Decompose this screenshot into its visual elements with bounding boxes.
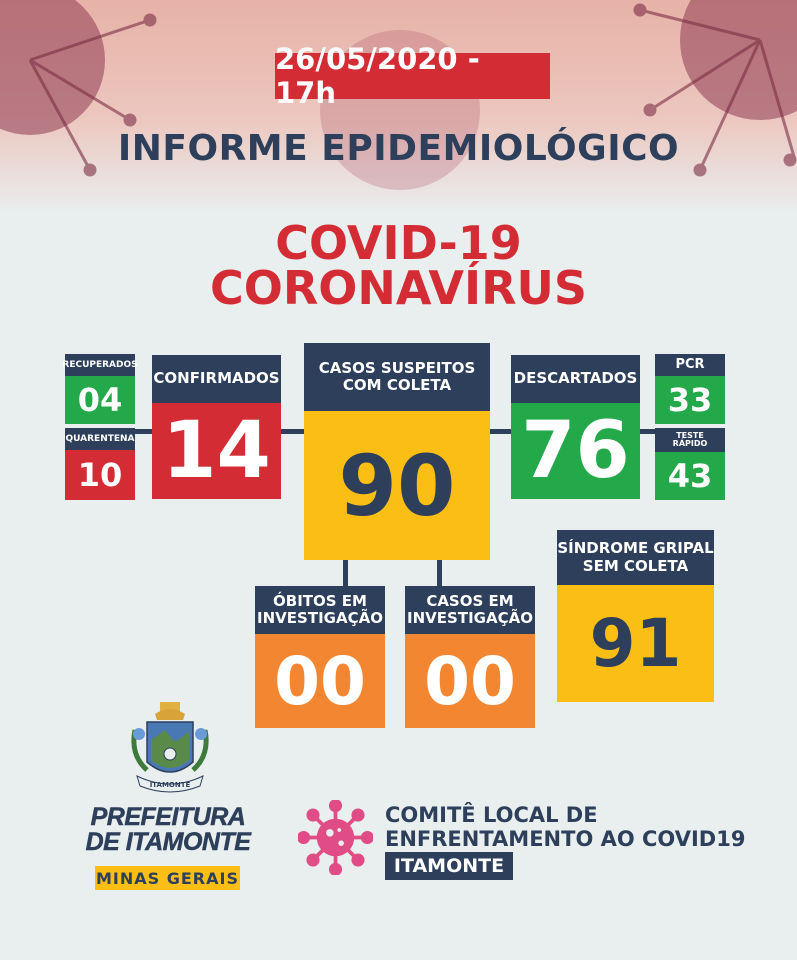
- pcr-label: PCR: [655, 354, 725, 376]
- obitos-label: [255, 586, 385, 634]
- casos-investigacao-label: [405, 586, 535, 634]
- teste-rapido-label: [655, 428, 725, 452]
- teste-rapido-label-line2: RÁPIDO: [672, 439, 708, 448]
- connector-line: [437, 560, 442, 586]
- obitos-label-line1: ÓBITOS EM: [273, 591, 367, 610]
- connector-line: [281, 429, 304, 434]
- obitos-label-line2: INVESTIGAÇÃO: [257, 609, 383, 627]
- connector-line: [640, 429, 655, 434]
- pcr-card: [655, 354, 725, 424]
- descartados-card: [511, 355, 640, 499]
- casos-investigacao-label-line2: INVESTIGAÇÃO: [407, 609, 533, 627]
- committee-title: [385, 803, 745, 851]
- casos-investigacao-label-line1: CASOS EM: [426, 591, 514, 610]
- suspeitos-value: 90: [338, 436, 456, 535]
- descartados-label: DESCARTADOS: [511, 355, 640, 403]
- state-badge: MINAS GERAIS: [95, 866, 240, 890]
- confirmados-label: CONFIRMADOS: [152, 355, 281, 403]
- confirmados-value: 14: [162, 406, 271, 496]
- covid-title: COVID-19: [275, 216, 522, 270]
- page-title: INFORME EPIDEMIOLÓGICO: [117, 128, 680, 169]
- municipal-crest-icon: [125, 700, 215, 800]
- suspeitos-card: [304, 343, 490, 560]
- teste-rapido-label-line1: TESTE: [676, 430, 704, 440]
- suspeitos-label-line1: CASOS SUSPEITOS: [318, 358, 476, 377]
- quarentena-value: 10: [77, 456, 123, 494]
- committee-line1: COMITÊ LOCAL DE: [385, 803, 598, 827]
- sindrome-gripal-label: [557, 530, 714, 585]
- teste-rapido-card: [655, 428, 725, 500]
- connector-line: [490, 429, 511, 434]
- committee-city-badge: ITAMONTE: [385, 852, 513, 880]
- pcr-value: 33: [667, 381, 713, 419]
- crest-text: ITAMONTE: [149, 781, 191, 789]
- connector-line: [343, 560, 348, 586]
- casos-investigacao-value: 00: [424, 642, 516, 720]
- recuperados-value: 04: [77, 381, 123, 419]
- sindrome-gripal-label-line1: SÍNDROME GRIPAL: [557, 539, 714, 558]
- suspeitos-label-line2: COM COLETA: [342, 376, 452, 394]
- obitos-card: [255, 586, 385, 728]
- sindrome-gripal-card: [557, 530, 714, 702]
- prefeitura-logo: [83, 805, 253, 855]
- sindrome-gripal-value: 91: [589, 605, 682, 682]
- confirmados-card: [152, 355, 281, 499]
- quarentena-card: [65, 428, 135, 500]
- obitos-value: 00: [274, 642, 366, 720]
- prefeitura-line1: PREFEITURA: [90, 803, 246, 831]
- recuperados-label: RECUPERADOS: [65, 354, 135, 376]
- suspeitos-label: [304, 343, 490, 411]
- teste-rapido-value: 43: [667, 457, 713, 495]
- recuperados-card: [62, 354, 138, 424]
- quarentena-label: QUARENTENA: [65, 428, 135, 450]
- committee-line2: ENFRENTAMENTO AO COVID19: [385, 827, 746, 852]
- casos-investigacao-card: [405, 586, 535, 728]
- coronavirus-title: CORONAVÍRUS: [210, 261, 587, 315]
- prefeitura-line2: DE ITAMONTE: [85, 828, 251, 856]
- date-badge: 26/05/2020 - 17h: [275, 53, 550, 99]
- coronavirus-icon: [298, 800, 373, 875]
- connector-line: [134, 429, 152, 434]
- sindrome-gripal-label-line2: SEM COLETA: [582, 556, 689, 575]
- descartados-value: 76: [521, 406, 630, 496]
